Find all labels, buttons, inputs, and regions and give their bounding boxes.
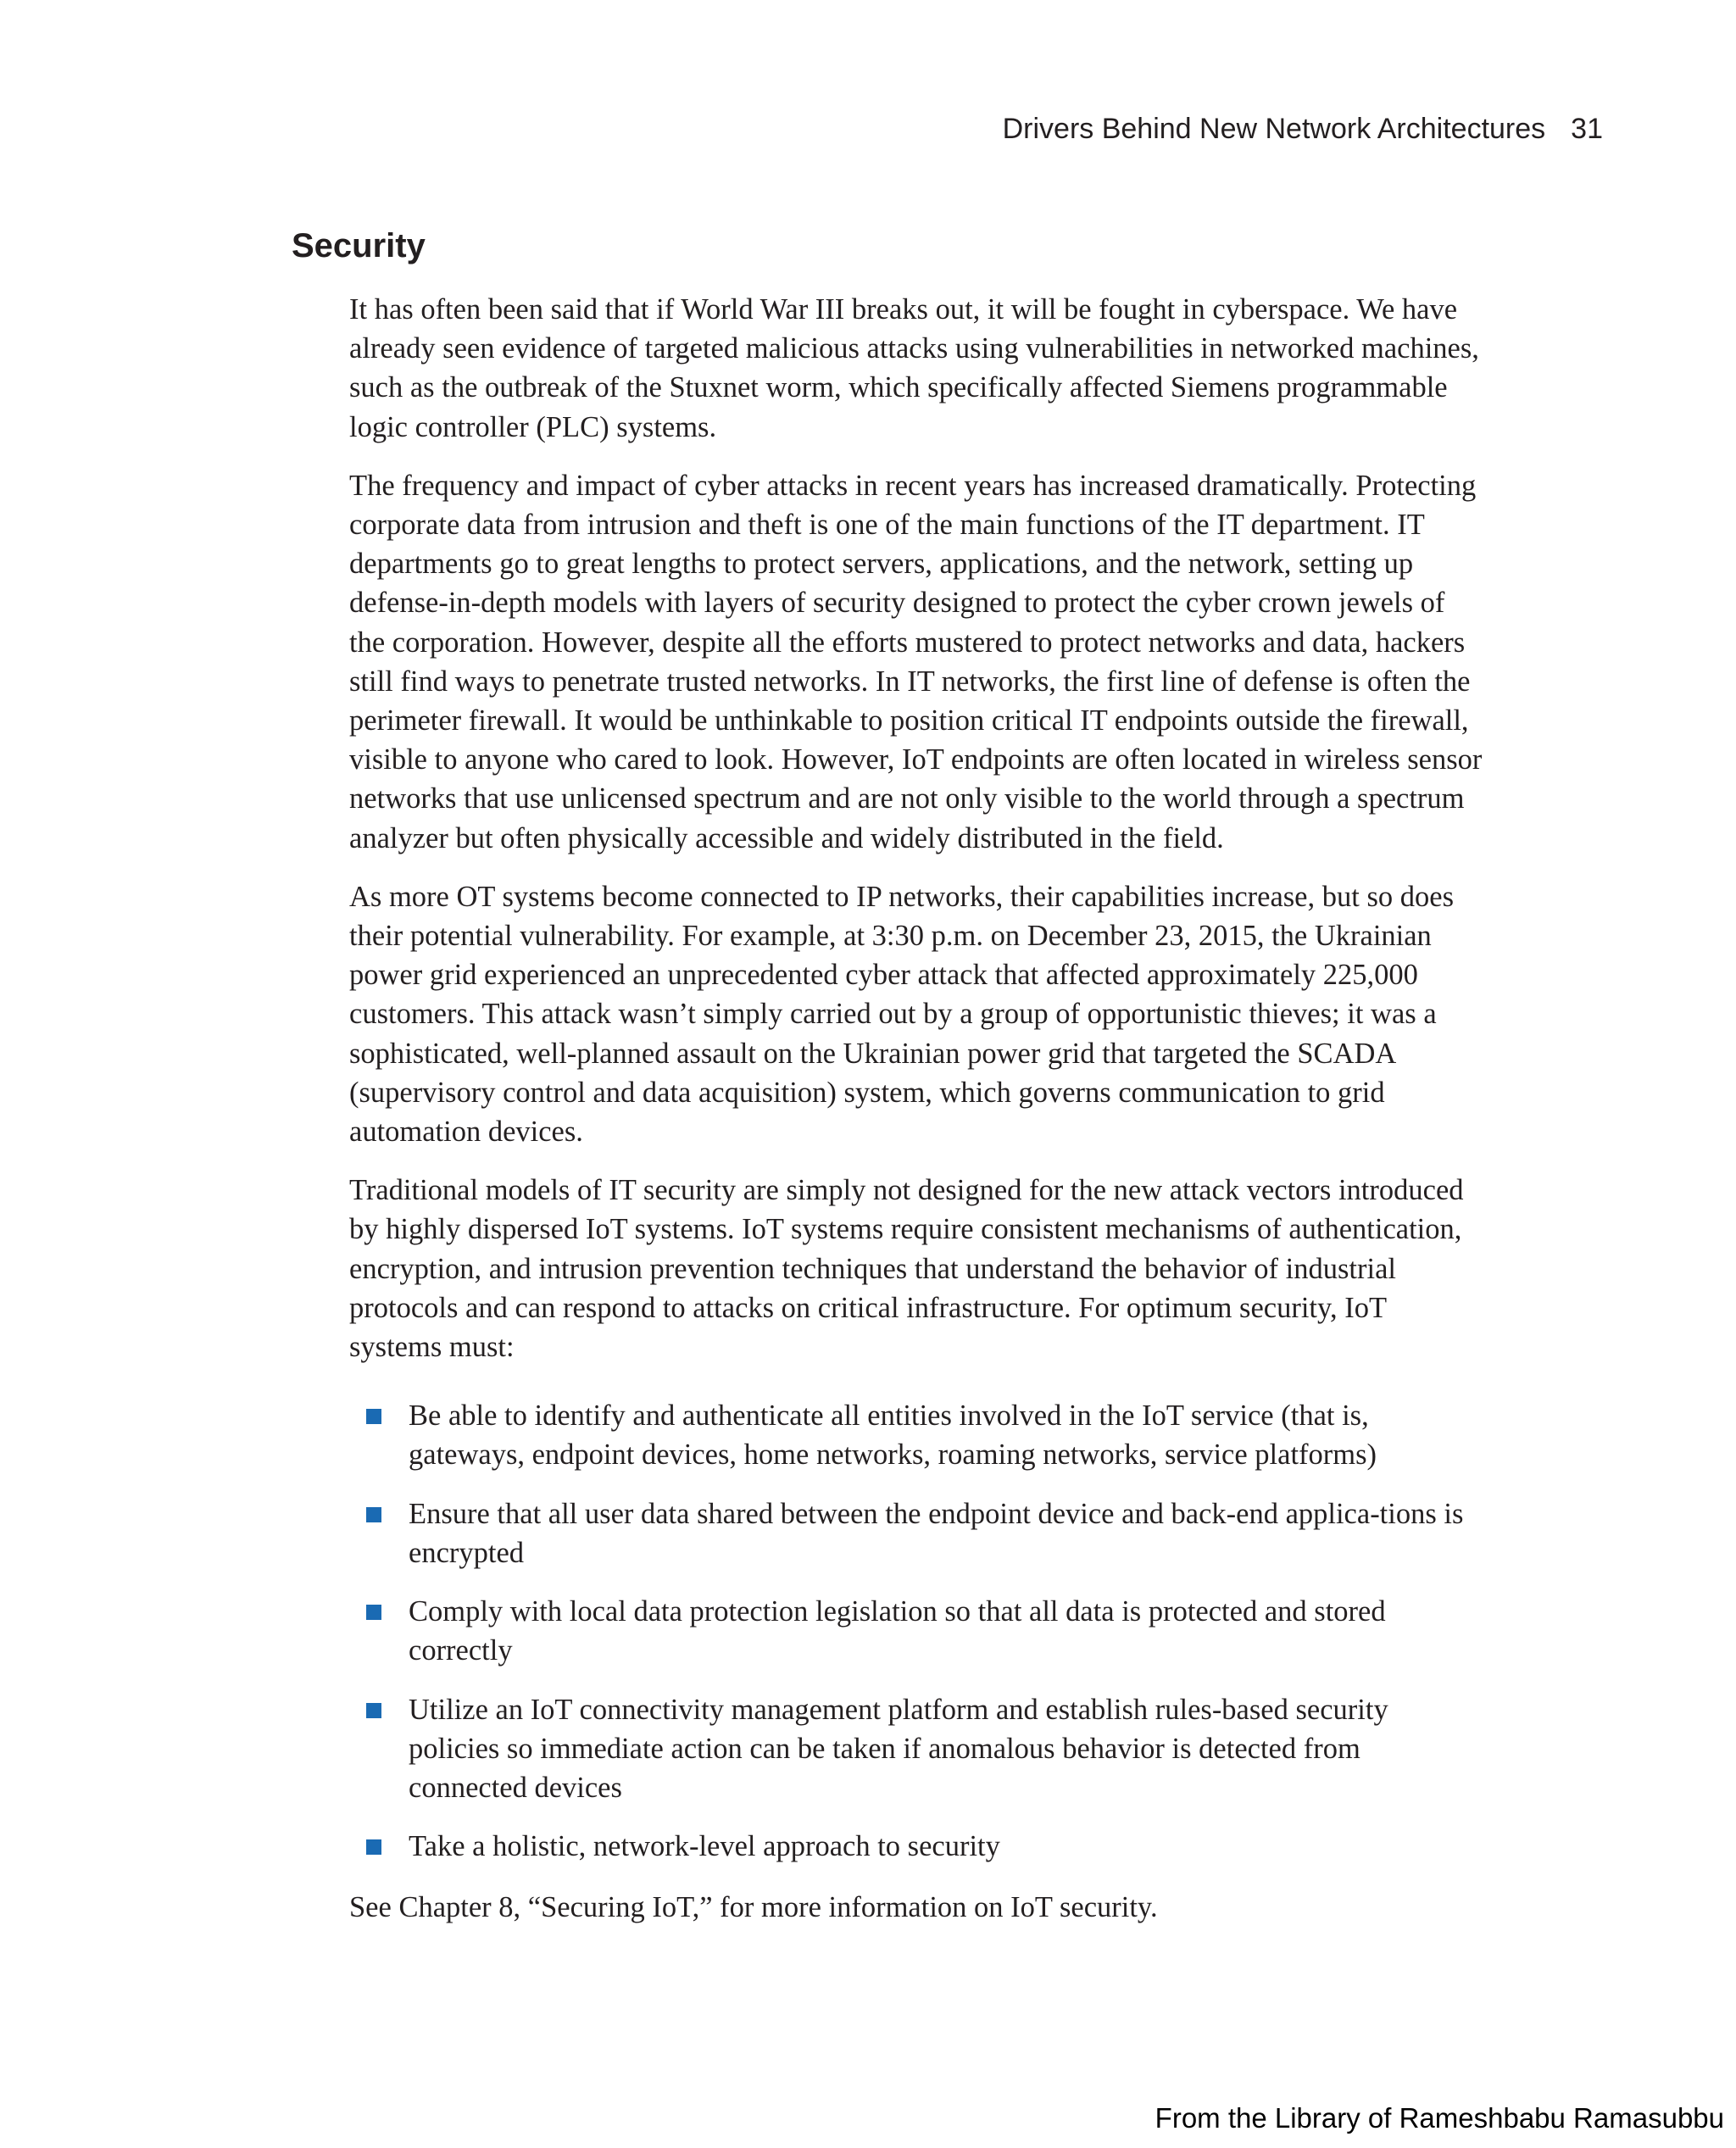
list-item [409, 1494, 1485, 1572]
square-bullet-icon [366, 1839, 381, 1855]
page-number: 31 [1571, 113, 1603, 145]
list-item-text: Utilize an IoT connectivity management platform and establish rules-based security policies so immediate action can be taken if anomalous behavior is detected from connected devices [409, 1693, 1388, 1804]
paragraph-4: Traditional models of IT security are simply not designed for the new attack vectors introduced by highly dispersed IoT systems. IoT systems require consistent mechanisms of authentication, encryption, and intrusion prevention techniques that understand the behavior of industrial protocols and can respond to attacks on critical infrastructure. For optimum security, IoT systems must: [349, 1174, 1464, 1364]
library-watermark: From the Library of Rameshbabu Ramasubbu [1155, 2102, 1724, 2134]
paragraph-3: As more OT systems become connected to IP networks, their capabilities increase, but so does their potential vulnerability. For example, at 3:30 p.m. on December 23, 2015, the Ukrainian power grid experienced an unprecedented cyber attack that affected approximately 225,000 customers. This attack wasn’t simply carried out by a group of opportunistic thieves; it was a sophisticated, well-planned assault on the Ukrainian power grid that targeted the SCADA (supervisory control and data acquisition) system, which governs communication to grid automation devices. [349, 880, 1454, 1149]
section-heading: Security [292, 227, 426, 264]
list-item-text: Take a holistic, network-level approach to security [409, 1830, 1000, 1863]
list-item [409, 1827, 1485, 1866]
paragraph-1: It has often been said that if World War III breaks out, it will be fought in cyberspace. We have already seen evidence of targeted malicious attacks using vulnerabilities in networked machines, such as the outbreak of the Stuxnet worm, which specifically affected Siemens programmable logic controller (PLC) systems. [349, 293, 1479, 443]
paragraph-2: The frequency and impact of cyber attacks in recent years has increased dramatically. Protecting corporate data from intrusion and theft is one of the main functions of the IT department. IT departments go to great lengths to protect servers, applications, and the network, setting up defense-in-depth models with layers of security designed to protect the cyber crown jewels of the corporation. However, despite all the efforts mustered to protect networks and data, hackers still find ways to penetrate trusted networks. In IT networks, the first line of defense is often the perimeter firewall. It would be unthinkable to position critical IT endpoints outside the firewall, visible to anyone who cared to look. However, IoT endpoints are often located in wireless sensor networks that use unlicensed spectrum and are not only visible to the world through a spectrum analyzer but often physically accessible and widely distributed in the field. [349, 469, 1483, 854]
list-item-text: Ensure that all user data shared between the endpoint device and back-end applica-tions is encrypted [409, 1497, 1464, 1569]
closing-paragraph: See Chapter 8, “Securing IoT,” for more information on IoT security. [349, 1891, 1158, 1924]
running-title: Drivers Behind New Network Architectures [1002, 113, 1546, 145]
body-text [349, 290, 1485, 1947]
list-item-text: Be able to identify and authenticate all entities involved in the IoT service (that is, gateways, endpoint devices, home networks, roaming networks, service platforms) [409, 1400, 1377, 1472]
square-bullet-icon [366, 1409, 381, 1424]
list-item [409, 1690, 1485, 1808]
list-item [409, 1396, 1485, 1474]
list-item [409, 1592, 1485, 1670]
list-item-text: Comply with local data protection legislation so that all data is protected and stored correctly [409, 1595, 1386, 1667]
running-header [1003, 113, 1603, 146]
square-bullet-icon [366, 1703, 381, 1718]
square-bullet-icon [366, 1507, 381, 1522]
square-bullet-icon [366, 1605, 381, 1620]
requirements-list [349, 1396, 1485, 1866]
